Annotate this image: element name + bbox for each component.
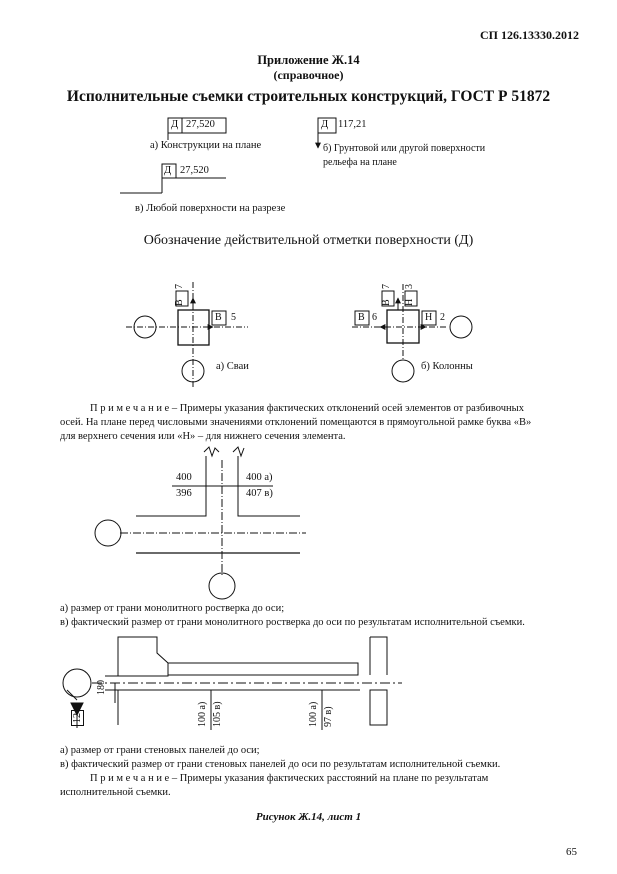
elevation-mark-c-value: 27,520 xyxy=(180,165,209,176)
panels-d1-a-value: 100 xyxy=(197,712,208,727)
columns-b-left-value: 6 xyxy=(372,312,377,323)
panels-d1-a xyxy=(197,702,208,727)
panels-d1-b-value: 105 xyxy=(212,712,223,727)
piles-b-right-value: 5 xyxy=(231,312,236,323)
columns-caption: б) Колонны xyxy=(421,361,473,372)
page-number: 65 xyxy=(566,846,577,858)
panels-d2-a-value: 100 xyxy=(308,712,319,727)
elevation-mark-section xyxy=(120,164,226,193)
columns-b-top-value: 7 xyxy=(381,284,392,289)
grillage-right-a-suffix: а) xyxy=(264,472,273,483)
elevation-mark-b-letter: Д xyxy=(321,119,329,130)
wall-panels-diagram xyxy=(63,637,402,730)
note1-line1 xyxy=(90,402,524,416)
note2-line2: исполнительной съемки. xyxy=(60,787,171,798)
piles-b-top-letter: В xyxy=(174,299,185,306)
note1-line3: для верхнего сечения или «Н» – для нижнего сечения элемента. xyxy=(60,431,346,442)
elevation-mark-a-letter: Д xyxy=(171,119,179,130)
panels-mark-12: 12 xyxy=(71,710,84,726)
panels-d2-a xyxy=(308,702,319,727)
panels-d1-b-suffix: в) xyxy=(212,701,223,710)
piles-caption: а) Сваи xyxy=(216,361,249,372)
grillage-left-a: 400 xyxy=(176,472,192,483)
piles-diagram xyxy=(126,282,248,388)
grillage-right-a-value: 400 xyxy=(246,472,262,483)
panels-d1-a-suffix: а) xyxy=(197,701,208,710)
note1-text1: – Примеры указания фактических отклонений осей элементов от разбивочных xyxy=(169,403,524,414)
grillage-right-b-value: 407 xyxy=(246,488,262,499)
note1-label: П р и м е ч а н и е xyxy=(90,403,170,414)
note2-label: П р и м е ч а н и е xyxy=(90,773,170,784)
grillage-right-b-suffix: в) xyxy=(264,488,273,499)
section-title: Обозначение действительной отметки поверхности (Д) xyxy=(143,233,474,248)
columns-h-top-value: 3 xyxy=(404,284,415,289)
elevation-mark-c-letter: Д xyxy=(164,165,172,176)
panels-legend-a: а) размер от грани стеновых панелей до оси; xyxy=(60,745,260,756)
grillage-right-a xyxy=(246,472,273,483)
grillage-diagram xyxy=(95,447,306,599)
grillage-legend-a: а) размер от грани монолитного ростверка до оси; xyxy=(60,603,285,614)
note1-line2: осей. На плане перед числовыми значениями отклонений помещаются в прямоугольной рамке буква «В» xyxy=(60,417,532,428)
grillage-legend-b: в) фактический размер от грани монолитного ростверка до оси по результатам исполнительной съемки. xyxy=(60,617,525,628)
document-code: СП 126.13330.2012 xyxy=(480,28,579,42)
panels-legend-b: в) фактический размер от грани стеновых панелей до оси по результатам исполнительной съемки. xyxy=(60,759,501,770)
appendix-title: Приложение Ж.14 xyxy=(257,53,360,67)
panels-d2-b-value: 97 xyxy=(323,717,334,727)
panels-d2-b xyxy=(323,706,334,727)
grillage-left-b: 396 xyxy=(176,488,192,499)
elevation-mark-a-value: 27,520 xyxy=(186,119,215,130)
columns-b-left-letter: В xyxy=(358,312,365,323)
figure-caption: Рисунок Ж.14, лист 1 xyxy=(255,811,362,823)
columns-h-right-letter: Н xyxy=(425,312,433,323)
note2-text1: – Примеры указания фактических расстояний на плане по результатам xyxy=(169,773,489,784)
panels-dim-180: 180 xyxy=(96,680,107,695)
grillage-right-b xyxy=(246,488,273,499)
piles-b-top-value: 7 xyxy=(174,284,185,289)
note2-line1 xyxy=(90,772,488,786)
main-title: Исполнительные съемки строительных конструкций, ГОСТ Р 51872 xyxy=(66,88,551,105)
panels-d2-b-suffix: в) xyxy=(323,706,334,715)
columns-b-top-letter: В xyxy=(381,299,392,306)
appendix-subtitle: (справочное) xyxy=(273,68,344,82)
elevation-mark-b-caption-line1: б) Грунтовой или другой поверхности xyxy=(323,143,486,154)
elevation-mark-a-caption: а) Конструкции на плане xyxy=(150,140,262,151)
elevation-mark-c-caption: в) Любой поверхности на разрезе xyxy=(135,203,286,214)
piles-b-right-letter: В xyxy=(215,312,222,323)
columns-h-top-letter: Н xyxy=(404,298,415,306)
elevation-mark-b-caption-line2: рельефа на плане xyxy=(323,157,397,168)
columns-h-right-value: 2 xyxy=(440,312,445,323)
panels-d2-a-suffix: а) xyxy=(308,701,319,710)
elevation-mark-b-value: 117,21 xyxy=(338,119,367,130)
panels-d1-b xyxy=(212,701,223,727)
